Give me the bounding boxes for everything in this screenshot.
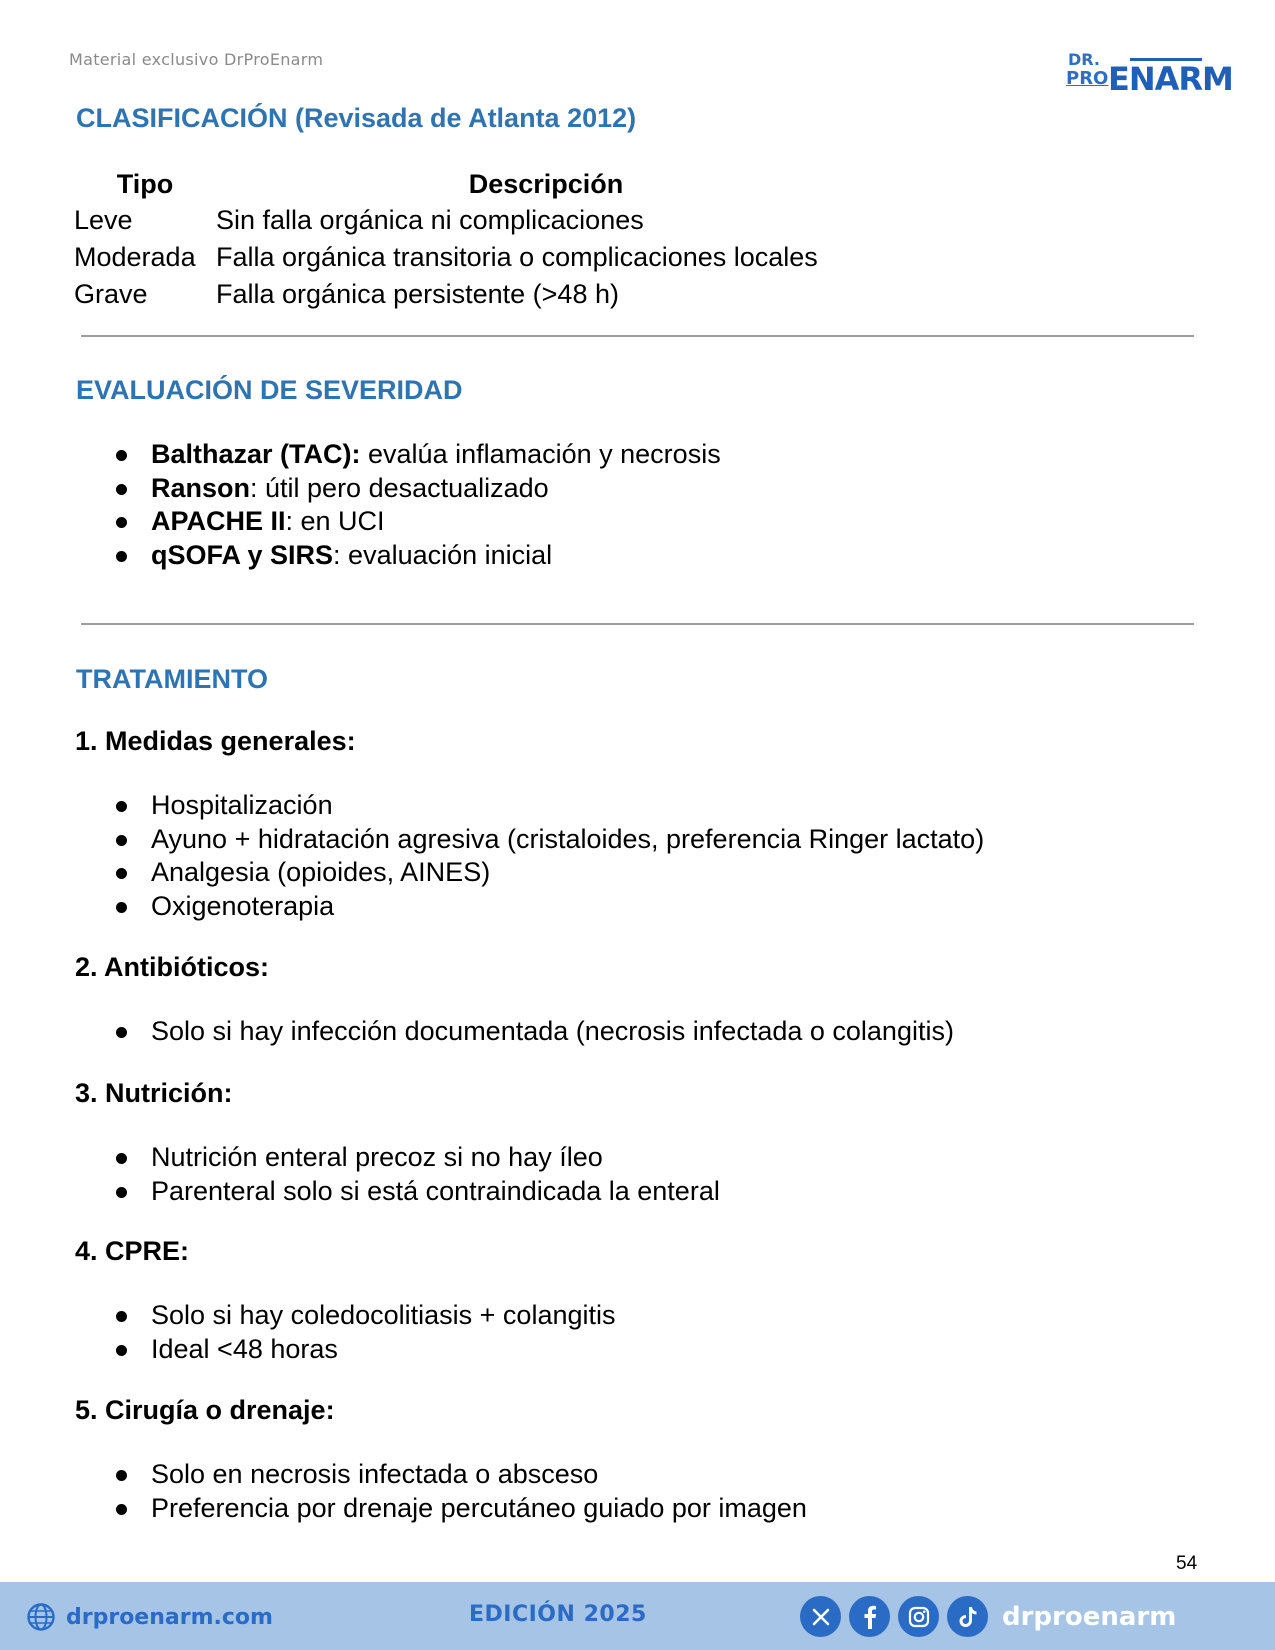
severity-list xyxy=(114,438,721,572)
bullet-icon xyxy=(116,1027,127,1038)
social-links xyxy=(800,1596,1176,1637)
social-handle: drproenarm xyxy=(1002,1601,1177,1632)
list-item-term: qSOFA y SIRS xyxy=(151,539,334,570)
classification-title: CLASIFICACIÓN (Revisada de Atlanta 2012) xyxy=(76,103,637,133)
drproenarm-logo xyxy=(1066,50,1233,98)
bullet-icon xyxy=(116,450,127,461)
list-item xyxy=(114,1458,807,1492)
cell-descripcion: Sin falla orgánica ni complicaciones xyxy=(216,205,644,235)
nutricion-list xyxy=(114,1141,720,1208)
cell-tipo: Moderada xyxy=(74,242,196,272)
severity-title: EVALUACIÓN DE SEVERIDAD xyxy=(76,375,463,405)
list-item-text: Solo en necrosis infectada o absceso xyxy=(151,1459,599,1489)
list-item xyxy=(114,472,721,506)
subhead-medidas-generales: 1. Medidas generales: xyxy=(75,726,356,756)
bullet-icon xyxy=(116,835,127,846)
bullet-icon xyxy=(116,801,127,812)
instagram-link[interactable] xyxy=(898,1596,939,1637)
list-item-text: Preferencia por drenaje percutáneo guiado por imagen xyxy=(151,1492,807,1523)
list-item-text: Analgesia (opioides, AINES) xyxy=(151,857,491,887)
cell-descripcion: Falla orgánica persistente (>48 h) xyxy=(216,279,619,309)
list-item-text: : evaluación inicial xyxy=(333,539,553,570)
list-item xyxy=(114,1492,807,1526)
subhead-antibioticos: 2. Antibióticos: xyxy=(75,952,269,982)
bullet-icon xyxy=(116,1311,127,1322)
list-item xyxy=(114,789,984,823)
divider xyxy=(81,623,1194,625)
list-item-text: evalúa inflamación y necrosis xyxy=(360,439,721,469)
list-item-text: Hospitalización xyxy=(151,790,333,820)
bullet-icon xyxy=(116,1153,127,1164)
bullet-icon xyxy=(116,1470,127,1481)
tiktok-link[interactable] xyxy=(947,1596,988,1637)
list-item xyxy=(114,438,721,472)
logo-pro: PRO xyxy=(1066,68,1109,89)
cell-descripcion: Falla orgánica transitoria o complicaciones locales xyxy=(216,242,818,272)
table-row xyxy=(74,239,876,276)
list-item-term: APACHE II xyxy=(151,506,286,536)
x-link[interactable] xyxy=(800,1596,841,1637)
medidas-generales-list xyxy=(114,789,984,923)
edition-label: EDICIÓN 2025 xyxy=(469,1602,647,1627)
header-note: Material exclusivo DrProEnarm xyxy=(69,50,324,69)
facebook-icon xyxy=(860,1605,880,1629)
list-item-text: Ayuno + hidratación agresiva (cristaloides, preferencia Ringer lactato) xyxy=(151,823,985,854)
website-link[interactable] xyxy=(26,1602,273,1632)
list-item-term: Ranson xyxy=(151,472,251,503)
list-item xyxy=(114,1175,720,1209)
list-item-term: Balthazar (TAC): xyxy=(151,439,361,469)
list-item xyxy=(114,856,984,890)
subhead-cirugia-drenaje: 5. Cirugía o drenaje: xyxy=(75,1395,335,1425)
page-number: 54 xyxy=(1176,1553,1198,1574)
column-header-tipo: Tipo xyxy=(116,168,174,199)
subhead-cpre: 4. CPRE: xyxy=(75,1236,190,1266)
table-row xyxy=(74,202,876,239)
bullet-icon xyxy=(116,1345,127,1356)
footer-bar xyxy=(0,1582,1275,1650)
tiktok-icon xyxy=(958,1606,978,1628)
list-item-text: : útil pero desactualizado xyxy=(250,472,549,503)
list-item-text: Oxigenoterapia xyxy=(151,890,335,921)
divider xyxy=(81,335,1194,337)
logo-enarm: ENARM xyxy=(1108,60,1233,98)
bullet-icon xyxy=(116,484,127,495)
list-item xyxy=(114,505,721,539)
cirugia-drenaje-list xyxy=(114,1458,807,1525)
list-item xyxy=(114,890,984,924)
antibioticos-list xyxy=(114,1015,954,1049)
cpre-list xyxy=(114,1299,616,1366)
list-item-text: Solo si hay coledocolitiasis + colangitis xyxy=(151,1300,616,1330)
bullet-icon xyxy=(116,517,127,528)
classification-table xyxy=(74,166,876,313)
logo-dr: DR. xyxy=(1068,50,1100,69)
list-item xyxy=(114,1015,954,1049)
globe-icon xyxy=(26,1602,56,1632)
treatment-title: TRATAMIENTO xyxy=(76,664,268,694)
list-item-text: : en UCI xyxy=(285,506,385,536)
bullet-icon xyxy=(116,902,127,913)
x-icon xyxy=(811,1607,831,1627)
list-item-text: Solo si hay infección documentada (necrosis infectada o colangitis) xyxy=(151,1016,954,1046)
column-header-descripcion: Descripción xyxy=(468,168,624,199)
list-item xyxy=(114,823,984,857)
table-header-row xyxy=(74,166,876,202)
list-item xyxy=(114,1333,616,1367)
bullet-icon xyxy=(116,868,127,879)
list-item xyxy=(114,539,721,573)
cell-tipo: Grave xyxy=(74,279,148,309)
subhead-nutricion: 3. Nutrición: xyxy=(75,1078,233,1108)
facebook-link[interactable] xyxy=(849,1596,890,1637)
instagram-icon xyxy=(908,1606,930,1628)
list-item xyxy=(114,1299,616,1333)
cell-tipo: Leve xyxy=(74,205,133,235)
list-item-text: Ideal <48 horas xyxy=(151,1333,338,1364)
bullet-icon xyxy=(116,1504,127,1515)
list-item-text: Nutrición enteral precoz si no hay íleo xyxy=(151,1142,603,1172)
website-text: drproenarm.com xyxy=(66,1604,273,1630)
list-item-text: Parenteral solo si está contraindicada la enteral xyxy=(151,1175,720,1206)
table-row xyxy=(74,276,876,313)
bullet-icon xyxy=(116,1187,127,1198)
bullet-icon xyxy=(116,551,127,562)
list-item xyxy=(114,1141,720,1175)
